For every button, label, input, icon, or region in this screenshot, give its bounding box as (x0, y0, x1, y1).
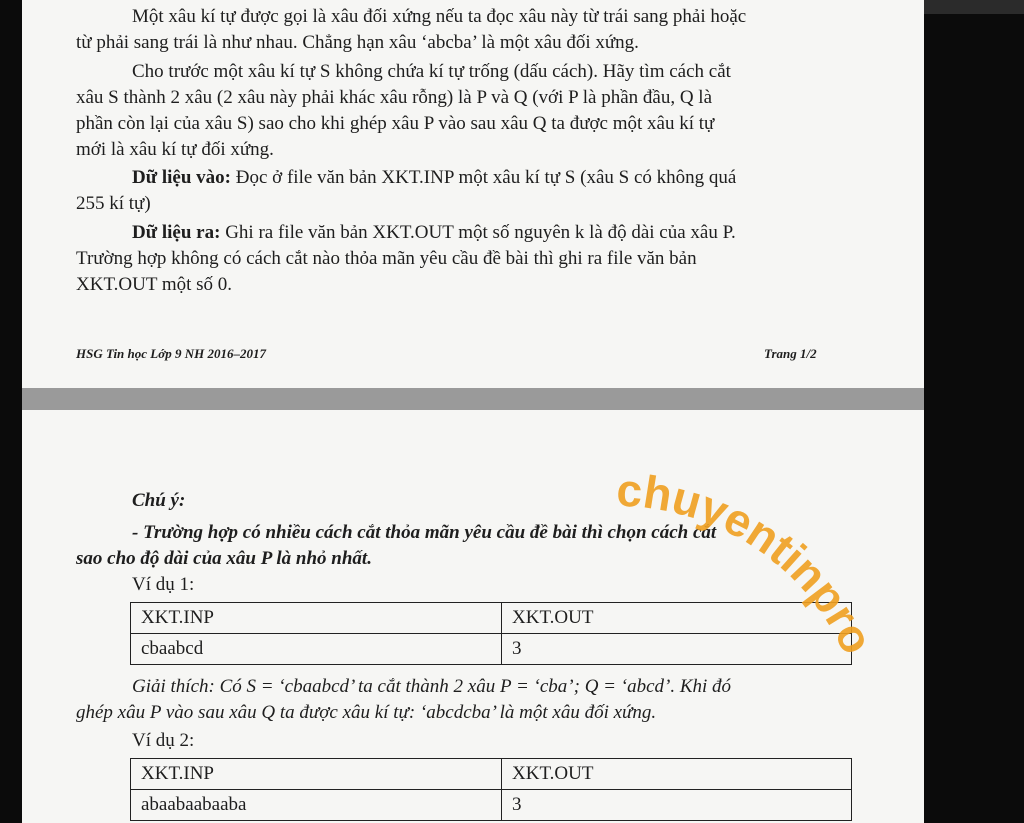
para-1-line-2: từ phải sang trái là như nhau. Chẳng hạn xâu ‘abcba’ là một xâu đối xứng. (76, 32, 639, 53)
note-line-2: sao cho độ dài của xâu P là nhỏ nhất. (76, 548, 372, 569)
note-line-1: - Trường hợp có nhiều cách cắt thỏa mãn yêu cầu đề bài thì chọn cách cắt (132, 522, 717, 543)
page-1 (22, 0, 924, 388)
output-spec-line (132, 222, 736, 244)
output-spec-label: Dữ liệu ra: (132, 222, 221, 243)
header-input-file: XKT.INP (131, 603, 502, 634)
footer-page-number: Trang 1/2 (764, 346, 817, 361)
cell-output-value: 3 (502, 634, 852, 665)
input-spec-cont: 255 kí tự) (76, 193, 151, 214)
output-spec-cont-2: XKT.OUT một số 0. (76, 274, 233, 295)
header-input-file: XKT.INP (131, 759, 502, 790)
table-row (131, 790, 852, 821)
watermark-logo (586, 446, 916, 776)
para-2-line-4: mới là xâu kí tự đối xứng. (76, 139, 274, 160)
note-title: Chú ý: (132, 490, 186, 511)
explanation-line-1: Giải thích: Có S = ‘cbaabcd’ ta cắt thành 2 xâu P = ‘cba’; Q = ‘abcd’. Khi đó (132, 676, 732, 697)
input-spec-text: Đọc ở file văn bản XKT.INP một xâu kí tự S (xâu S có không quá (231, 167, 737, 188)
output-spec-cont-1: Trường hợp không có cách cắt nào thỏa mãn yêu cầu đề bài thì ghi ra file văn bản (76, 248, 697, 269)
explanation-line-2: ghép xâu P vào sau xâu Q ta được xâu kí tự: ‘abcdcba’ là một xâu đối xứng. (76, 702, 657, 723)
para-2-line-1: Cho trước một xâu kí tự S không chứa kí tự trống (dấu cách). Hãy tìm cách cắt (132, 61, 731, 82)
example-2-title: Ví dụ 2: (132, 730, 195, 751)
header-output-file: XKT.OUT (502, 759, 852, 790)
page-separator (22, 388, 924, 410)
cell-output-value: 3 (502, 790, 852, 821)
example-1-title: Ví dụ 1: (132, 574, 195, 595)
footer-left: HSG Tin học Lớp 9 NH 2016–2017 (76, 346, 266, 361)
para-2-line-2: xâu S thành 2 xâu (2 xâu này phải khác xâu rỗng) là P và Q (với P là phần đầu, Q là (76, 87, 713, 108)
watermark-text: chuyentinpro (615, 463, 884, 662)
input-spec-line (132, 167, 736, 189)
para-1-line-1: Một xâu kí tự được gọi là xâu đối xứng nếu ta đọc xâu này từ trái sang phải hoặc (132, 6, 747, 27)
header-output-file: XKT.OUT (502, 603, 852, 634)
output-spec-text: Ghi ra file văn bản XKT.OUT một số nguyên k là độ dài của xâu P. (220, 222, 736, 243)
cell-input-value: abaabaabaaba (131, 790, 502, 821)
input-spec-label: Dữ liệu vào: (132, 167, 232, 188)
cell-input-value: cbaabcd (131, 634, 502, 665)
para-2-line-3: phần còn lại của xâu S) sao cho khi ghép xâu P vào sau xâu Q ta được một xâu kí tự (76, 113, 715, 134)
